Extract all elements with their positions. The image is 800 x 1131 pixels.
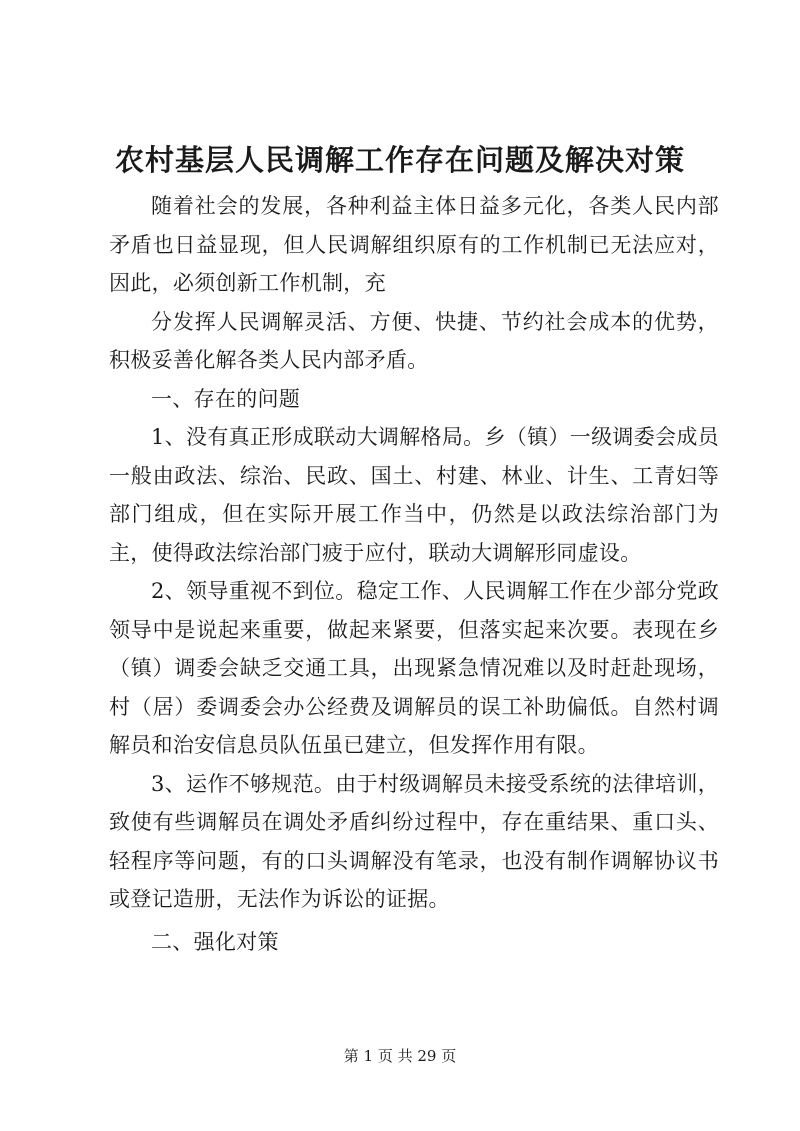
problem-paragraph-3: 3、运作不够规范。由于村级调解员未接受系统的法律培训，致使有些调解员在调处矛盾纠纷过程中，存在重结果、重口头、轻程序等问题，有的口头调解没有笔录，也没有制作调解协议书或登记造册，无法作为诉讼的证据。: [109, 771, 719, 911]
problem-paragraph-2: 2、领导重视不到位。稳定工作、人民调解工作在少部分党政领导中是说起来重要，做起来紧要，但落实起来次要。表现在乡（镇）调委会缺乏交通工具，出现紧急情况难以及时赶赴现场，村（居）委调委会办公经费及调解员的误工补助偏低。自然村调解员和治安信息员队伍虽已建立，但发挥作用有限。: [109, 579, 719, 757]
intro-paragraph-continued: 分发挥人民调解灵活、方便、快捷、节约社会成本的优势，积极妥善化解各类人民内部矛盾。: [109, 309, 719, 372]
document-body: [109, 187, 719, 961]
section-heading-countermeasures: 二、强化对策: [151, 929, 279, 954]
document-title: 农村基层人民调解工作存在问题及解决对策: [114, 143, 685, 177]
intro-paragraph: 随着社会的发展，各种利益主体日益多元化，各类人民内部矛盾也日益显现，但人民调解组织原有的工作机制已无法应对，因此，必须创新工作机制，充: [109, 194, 719, 295]
problem-paragraph-1: 1、没有真正形成联动大调解格局。乡（镇）一级调委会成员一般由政法、综治、民政、国土、村建、林业、计生、工青妇等部门组成，但在实际开展工作当中，仍然是以政法综治部门为主，使得政法综治部门疲于应付，联动大调解形同虚设。: [109, 425, 719, 565]
section-heading-problems: 一、存在的问题: [151, 386, 301, 411]
page-number-footer: 第 1 页 共 29 页: [343, 1047, 457, 1065]
